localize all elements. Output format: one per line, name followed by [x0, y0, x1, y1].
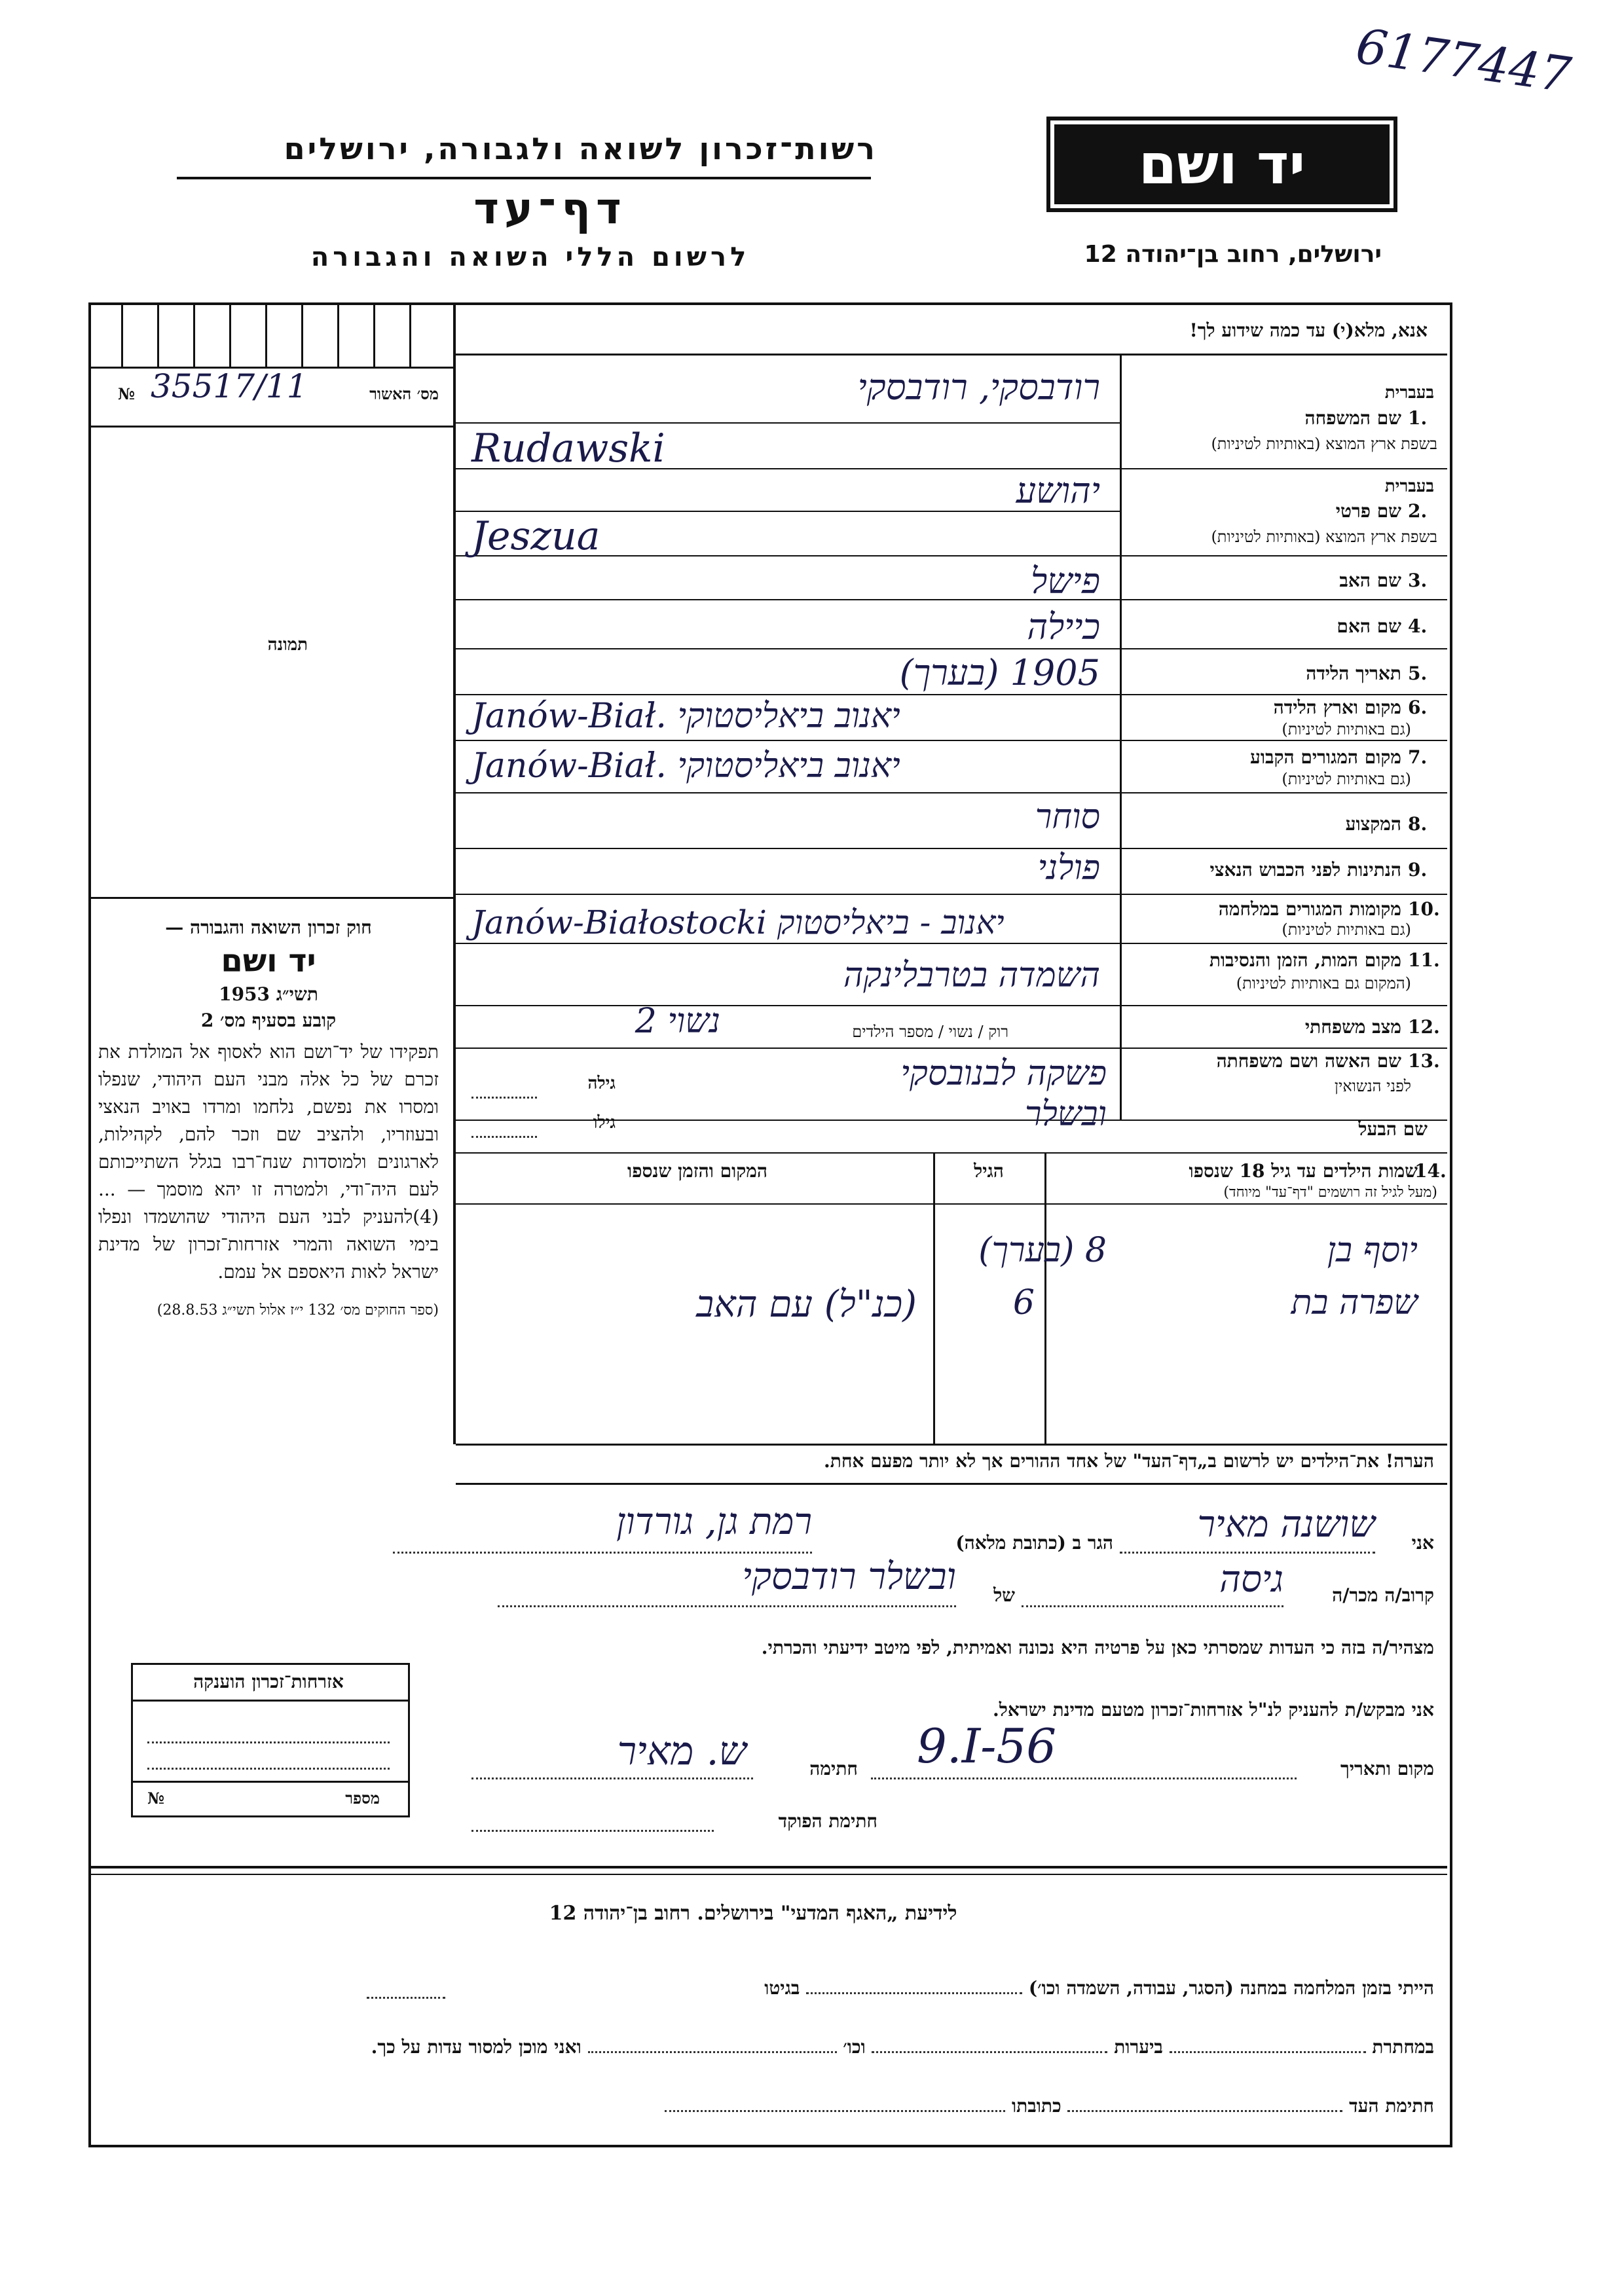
law-title: חוק זכרון השואה והגבורה — [165, 917, 372, 938]
declarant-name: שושנה מאיר [1197, 1503, 1375, 1546]
field-12-num: 12. [1408, 1016, 1440, 1038]
field-11-label: מקום המות, הזמן והנסיבות [1209, 949, 1401, 971]
field-8-value: סוחר [1035, 797, 1100, 837]
footer-title: לידיעת „האגף המדעי" בירושלים. רחוב בן־יהודה 12 [549, 1902, 957, 1925]
field-9-num: 9. [1408, 859, 1428, 881]
photo-label: תמונה [267, 635, 308, 655]
children-place-note: (כנ"ל) עם האב [696, 1283, 917, 1326]
field-2-side: בעברית [1384, 477, 1434, 496]
field-11-num: 11. [1408, 949, 1440, 971]
declarant-resides-label: הגר ב (כתובת מלאה) [955, 1532, 1113, 1554]
field-10-num: 10. [1408, 898, 1440, 920]
field-2-sub: בשפת ארץ המוצא (באותיות לטיניות) [1211, 528, 1437, 546]
field-1-label: שם המשפחה [1304, 407, 1401, 429]
field-13-sub: לפני הנשואין [1334, 1077, 1411, 1095]
field-8-num: 8. [1408, 813, 1428, 835]
declarant-relative-label: קרוב/ה מכר/ה [1332, 1584, 1434, 1606]
field-9-label: הנתינות לפני הכבוש הנאצי [1209, 859, 1401, 881]
memorial-number-label: מספר [345, 1789, 380, 1808]
header-address: ירושלים, רחוב בן־יהודה 12 [1084, 241, 1382, 268]
wife-age-label: גילה [587, 1074, 616, 1093]
field-2-label: שם פרטי [1335, 500, 1401, 522]
field-11-value: השמדה בטרבלינקה [843, 956, 1100, 995]
child-2-age: 6 [1012, 1283, 1035, 1322]
memorial-no-symbol: № [147, 1789, 165, 1808]
child-1-age: 8 (בערך) [978, 1231, 1107, 1270]
org-line: רשות־זכרון לשואה ולגבורה, ירושלים [284, 131, 877, 166]
footer-line1 [458, 1977, 1434, 1999]
children-num: 14. [1414, 1160, 1447, 1182]
law-source: (ספר החוקים מס׳ 132 י״ז אלול תשי״ג 28.8.53) [157, 1302, 439, 1319]
law-logo: יד ושם [221, 943, 316, 979]
footer-forests-label: ביערות [1114, 2036, 1163, 2058]
field-1-side: בעברית [1384, 383, 1434, 403]
law-sidebar [98, 917, 439, 1319]
memorial-box-title: אזרחות־זכרון הוענקה [193, 1671, 344, 1692]
footer-testimony-label: ואני מוכן למסור עדות על כך. [371, 2036, 581, 2058]
field-2-value-he: יהושע [1016, 470, 1100, 511]
field-1-sub: בשפת ארץ המוצא (באותיות לטיניות) [1211, 435, 1437, 453]
field-3-num: 3. [1408, 570, 1428, 591]
field-7-sub: (גם באותיות לטיניות) [1282, 770, 1411, 788]
place-date-label: מקום ותאריך [1340, 1758, 1434, 1779]
field-4-label: שם האם [1337, 615, 1401, 637]
field-6-sub: (גם באותיות לטיניות) [1282, 720, 1411, 738]
children-col-age: הגיל [974, 1160, 1004, 1182]
field-6-num: 6. [1408, 697, 1428, 718]
intro-text: אנא, מלא(י) עד כמה שידוע לך! [1189, 319, 1428, 341]
form-title: דף־עד [473, 183, 627, 234]
husband-label: שם הבעל [1358, 1118, 1428, 1140]
footer-ghetto-label: בגיטו [764, 1977, 800, 1999]
footer-camp-label: הייתי בזמן המלחמה במחנה (הסגר, עבודה, השמדה וכו׳) [1028, 1977, 1434, 1999]
field-7-label: מקום המגורים הקבוע [1250, 746, 1401, 768]
child-2-name: שפרה בת [1291, 1283, 1418, 1322]
footer-underground-label: במחתרת [1372, 2036, 1434, 2058]
field-8-label: המקצוע [1345, 813, 1401, 835]
field-12-label: מצב משפחתי [1304, 1016, 1401, 1038]
officer-signature-label: חתימת הפוקד [778, 1810, 877, 1832]
children-sub: (מעל לגיל זה רושמים "דף־עד" מיוחד) [1223, 1184, 1437, 1201]
field-3-value: פישל [1031, 560, 1100, 602]
children-label: שמות הילדים עד גיל 18 שנספו [1189, 1160, 1418, 1182]
field-13-value: פשקה לבנובסקי [900, 1054, 1107, 1093]
law-section: קובע בסעיף מס׳ 2 [200, 1010, 337, 1031]
field-13-num: 13. [1408, 1050, 1440, 1072]
field-11-sub: (המקום גם באותיות לטיניות) [1236, 974, 1411, 993]
husband-value: ובשלר [1024, 1095, 1107, 1134]
law-year: תשי״ג 1953 [219, 983, 318, 1005]
form-subtitle: לרשום הללי השואה והגבורה [310, 242, 750, 272]
field-10-label: מקומות המגורים במלחמה [1218, 898, 1401, 920]
approval-number: 35517/11 [151, 367, 308, 405]
declarant-of-name: ובשלר רודבסקי [742, 1556, 956, 1598]
footer-etc-label: וכו׳ [843, 2036, 866, 2058]
footer-line2 [98, 2036, 1434, 2058]
field-1-value-lat: Rudawski [471, 426, 665, 471]
field-4-value: כיילה [1027, 606, 1100, 647]
field-12-value: נשוי 2 [635, 1002, 720, 1041]
field-5-label: תאריך הלידה [1306, 663, 1401, 684]
declarant-address: רמת גן, גורדון [616, 1501, 812, 1543]
husband-age-label: גילו [593, 1113, 616, 1133]
no-symbol: № [118, 384, 136, 403]
approval-label: מס׳ האשור [369, 384, 439, 403]
field-3-label: שם האב [1339, 570, 1401, 591]
field-1-value-he: רודבסקי, רודבסקי [857, 367, 1100, 408]
approval-row [98, 367, 445, 409]
field-13-label: שם האשה ושם משפחתה [1216, 1050, 1401, 1072]
field-7-num: 7. [1408, 746, 1428, 768]
field-5-value: 1905 (בערך) [899, 652, 1100, 693]
yad-vashem-logo: יד ושם [1054, 124, 1390, 204]
declarant-ani: אני [1411, 1532, 1434, 1554]
field-4-num: 4. [1408, 615, 1428, 637]
field-5-num: 5. [1408, 663, 1428, 684]
field-2-value-lat: Jeszua [471, 513, 600, 559]
document-number: 6177447 [1352, 18, 1574, 104]
footer-address-label: כתובתו [1012, 2095, 1061, 2117]
field-10-value: Janów-Białostocki יאנוב - ביאליסטוק [471, 903, 1005, 941]
law-body: תפקידו של יד־ושם הוא לאסוף אל המולדת את זכרם של כל אלה מבני העם היהודי, שנפלו ומסרו את נפשם, נלחמו ומרדו באויב הנאצי ובעוזריו, ולהציב שם וזכר להם, לקהילות, לארגונים ולמוסדות שנח־רבו בגלל השתייכותם לעם היה־ודי, ולמטרה זו יהא מוסמך — ...(4)להעניק לבני העם היהודי שהושמדו ונפלו בימי השואה והמרי אזרחות־זכרון של מדינת ישראל לאות היאספם אל עמם. [98, 1041, 439, 1283]
declarant-of-label: של [993, 1584, 1015, 1606]
footer-line3 [458, 2095, 1434, 2117]
footer-witness-sig-label: חתימת העד [1349, 2095, 1434, 2117]
field-1-num: 1. [1408, 407, 1428, 429]
child-1-name: יוסף בן [1327, 1231, 1418, 1270]
field-6-label: מקום וארץ הלידה [1273, 697, 1401, 718]
field-2-num: 2. [1408, 500, 1428, 522]
declarant-signature: ש. מאיר [617, 1728, 747, 1774]
field-10-sub: (גם באותיות לטיניות) [1282, 920, 1411, 939]
signature-label: חתימה [809, 1758, 858, 1779]
field-12-options: רוק / נשוי / מספר הילדים [852, 1023, 1008, 1041]
declarant-relation: גיסה [1219, 1558, 1283, 1601]
note-text: הערה! את־הילדים יש לרשום ב„דף־העד" של אחד ההורים אך לא יותר מפעם אחת. [824, 1450, 1434, 1472]
request-text: אני מבקש/ת להעניק לנ"ל אזרחות־זכרון מטעם מדינת ישראל. [992, 1699, 1434, 1721]
declaration-date: 9.I-56 [917, 1719, 1057, 1774]
declaration-text: מצהיר/ה בזה כי העדות שמסרתי כאן על פרטיה היא נכונה ואמיתית, לפי מיטב ידיעתי והכרתי. [761, 1637, 1434, 1658]
field-6-value: Janów-Biał. יאנוב ביאליסטוקי [471, 697, 900, 736]
field-7-value: Janów-Biał. יאנוב ביאליסטוקי [471, 746, 900, 786]
children-col-place: המקום והזמן שנספו [627, 1160, 767, 1182]
field-9-value: פולני [1037, 848, 1100, 888]
